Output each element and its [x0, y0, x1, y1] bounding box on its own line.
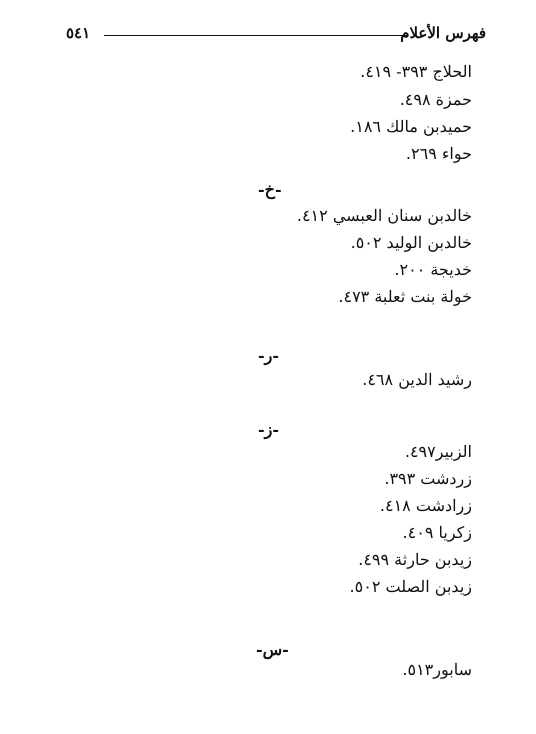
index-entry: سابور٥١٣.	[402, 660, 472, 679]
page-header	[66, 24, 486, 44]
index-entry: الحلاج ٣٩٣- ٤١٩.	[360, 62, 472, 81]
index-entry: زرادشت ٤١٨.	[379, 496, 472, 515]
page-number: ٥٤١	[66, 24, 91, 42]
index-entry: زيدبن حارثة ٤٩٩.	[358, 550, 472, 569]
section-letter: -ر-	[258, 346, 280, 365]
section-letter: -خ-	[258, 180, 282, 199]
index-entry: زردشت ٣٩٣.	[384, 469, 472, 488]
section-letter: -س-	[256, 640, 289, 659]
index-entry: حميدبن مالك ١٨٦.	[350, 117, 472, 136]
index-entry: خالدبن الوليد ٥٠٢.	[350, 233, 472, 252]
running-title: فهرس الأعلام	[400, 24, 486, 42]
section-letter: -ز-	[258, 420, 280, 439]
index-entry: خولة بنت ثعلبة ٤٧٣.	[338, 287, 472, 306]
index-entry: خالدبن سنان العبسي ٤١٢.	[296, 206, 472, 225]
index-entry: خديجة ٢٠٠.	[394, 260, 472, 279]
index-entry: الزبير٤٩٧.	[404, 442, 472, 461]
index-entry: زكريا ٤٠٩.	[402, 523, 472, 542]
index-entry: حمزة ٤٩٨.	[399, 90, 472, 109]
index-entry: حواء ٢٦٩.	[405, 144, 472, 163]
index-entry: رشيد الدين ٤٦٨.	[362, 370, 472, 389]
header-rule	[104, 35, 408, 36]
index-entry: زيدبن الصلت ٥٠٢.	[349, 577, 472, 596]
